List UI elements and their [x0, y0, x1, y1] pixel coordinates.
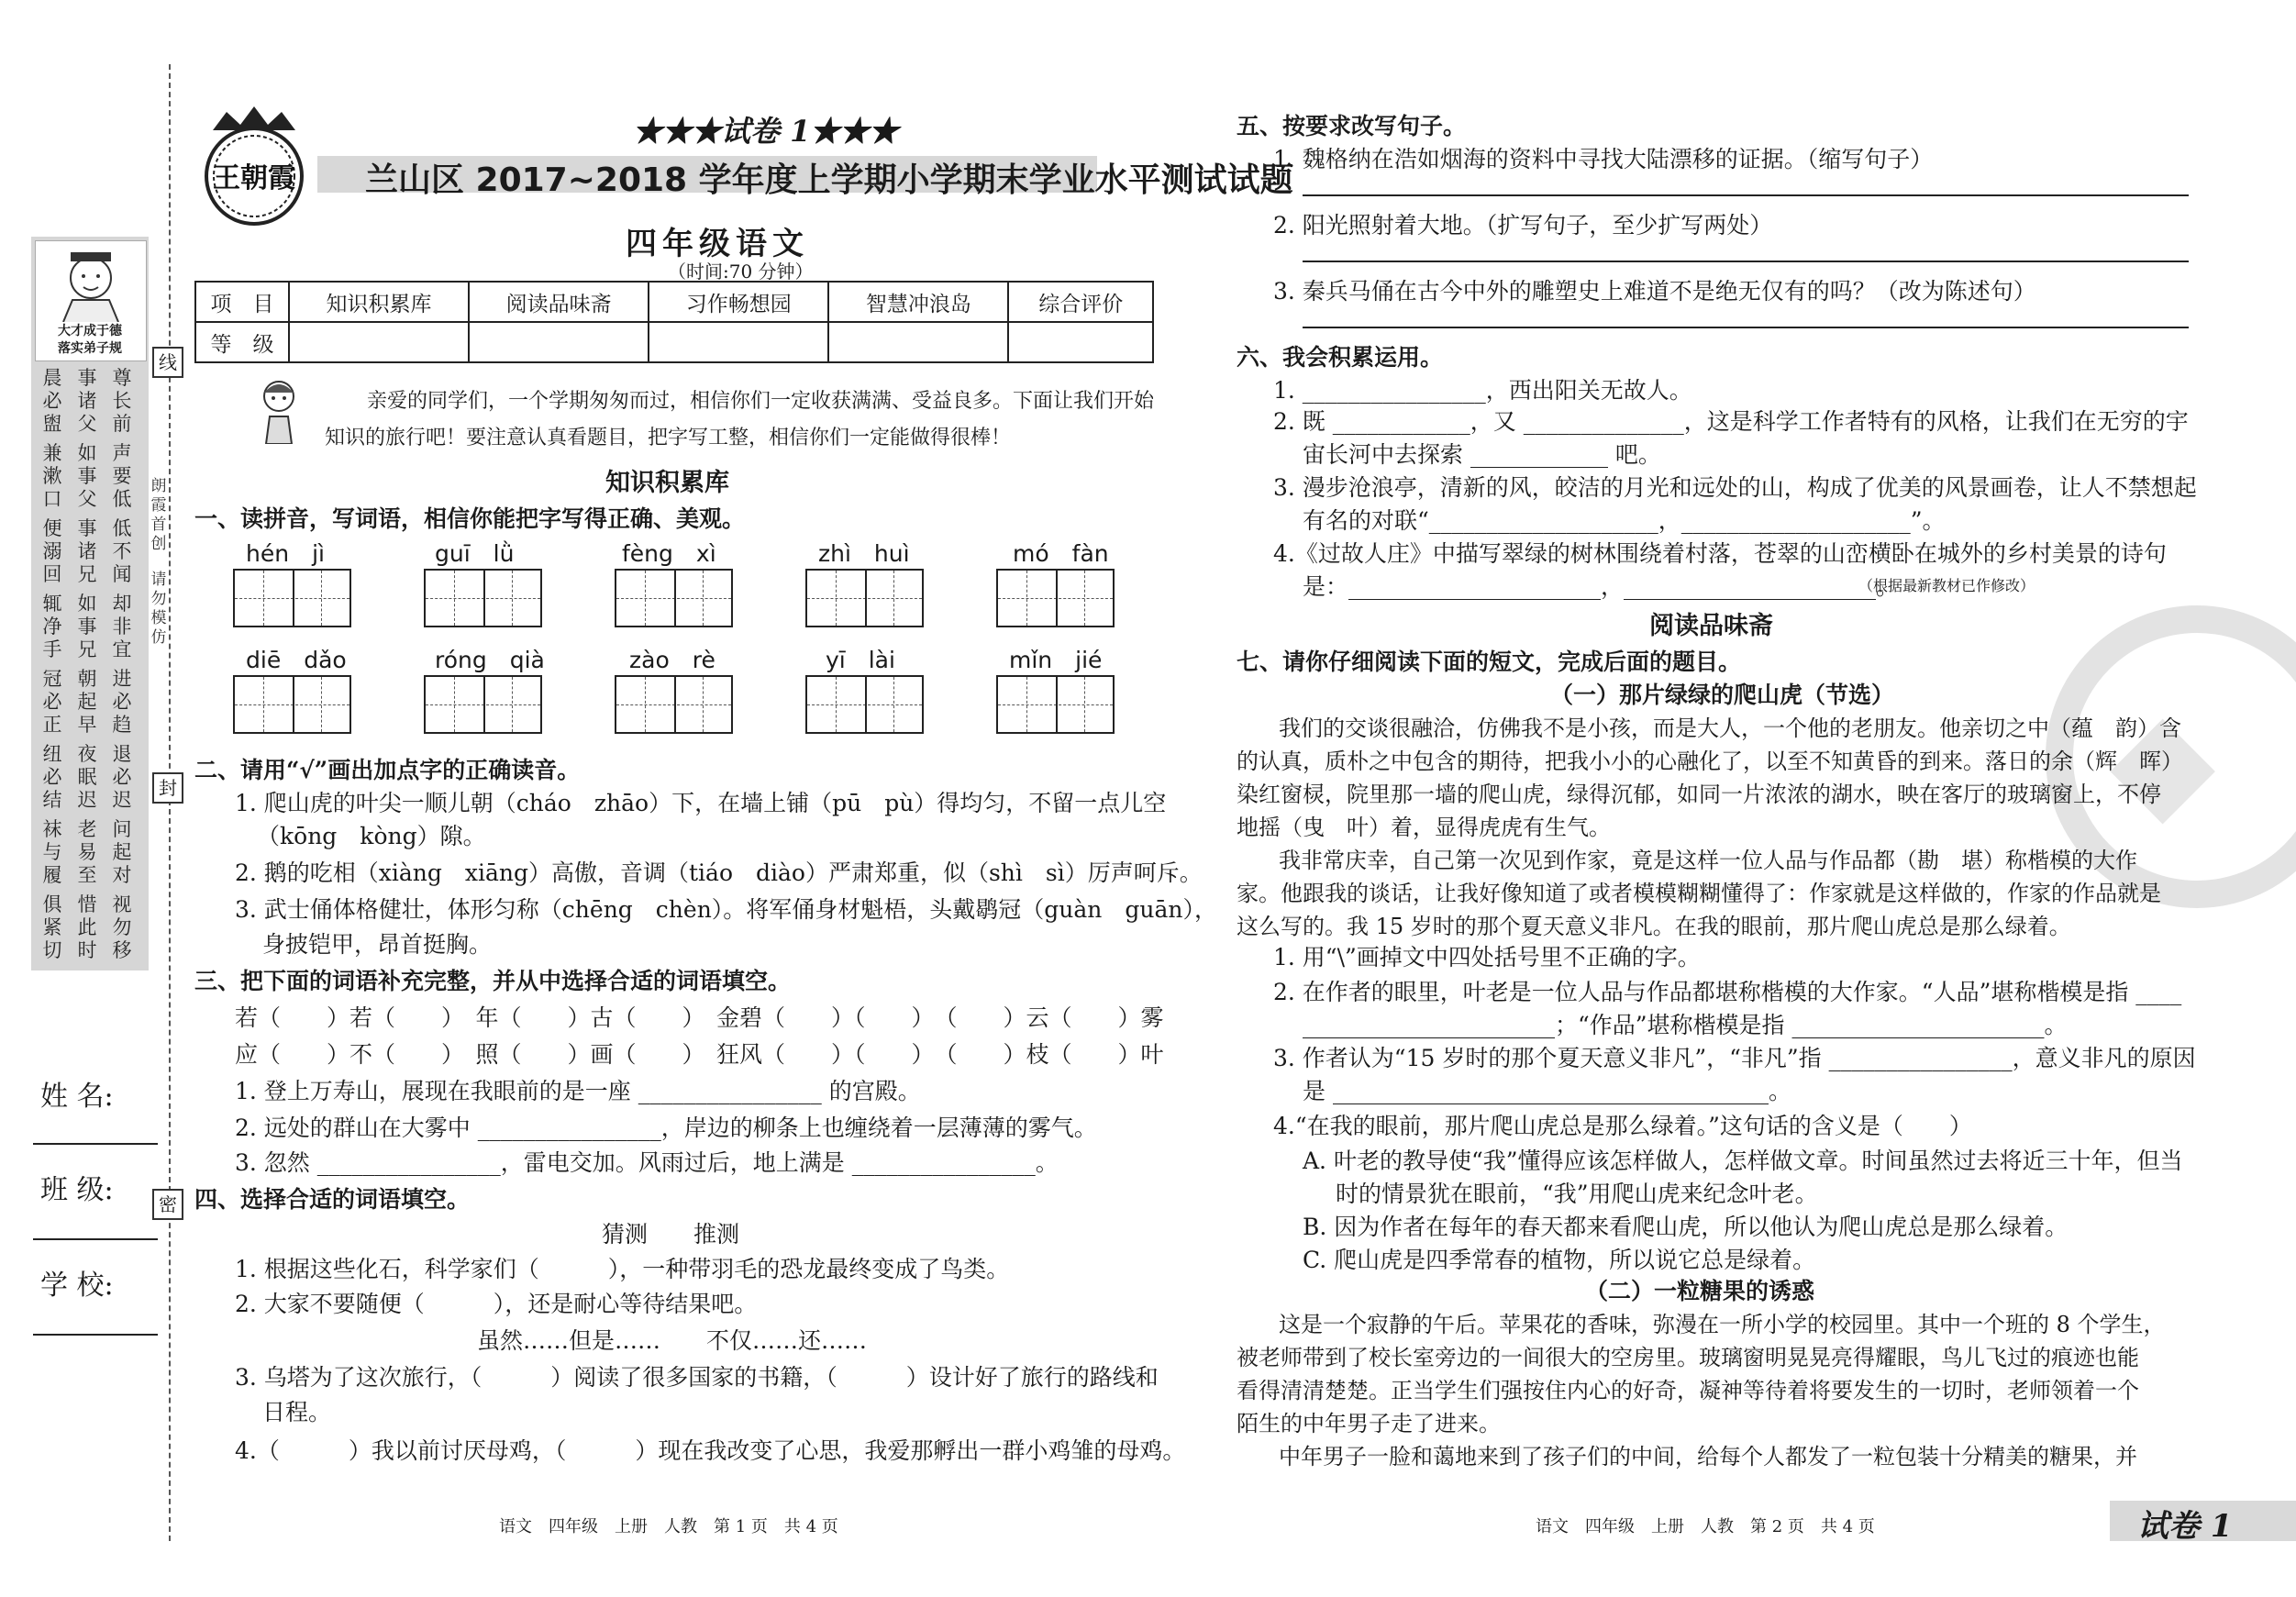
- pinyin-label: hén jì: [246, 540, 325, 567]
- passage-line: 这是一个寂静的午后。苹果花的香味，弥漫在一所小学的校园里。其中一个班的 8 个学生，: [1279, 1312, 2166, 1337]
- option-a: A. 叶老的教导使“我”懂得应该怎样做人，怎样做文章。时间虽然过去将近三十年，但当: [1303, 1148, 2183, 1174]
- motto-column: 尊长前: [112, 367, 132, 435]
- writing-grid[interactable]: [233, 675, 351, 734]
- question-line: 3. 乌塔为了这次旅行，（ ）阅读了很多国家的书籍，（ ）设计好了旅行的路线和: [235, 1364, 1159, 1391]
- question-line: 3. 忽然 ________________，雷电交加。风雨过后，地上满是 ________________。: [235, 1149, 1059, 1176]
- motto-column: 晨必盥: [42, 367, 62, 435]
- writing-grid[interactable]: [805, 569, 924, 627]
- seal-mark-seal: 封: [152, 772, 183, 804]
- score-input-cell[interactable]: [289, 322, 469, 362]
- word-choices: 虽然……但是…… 不仅……还……: [477, 1327, 868, 1354]
- motto-column: 视勿移: [112, 893, 132, 961]
- pinyin-label: zào rè: [629, 647, 715, 673]
- question-line: 日程。: [262, 1399, 332, 1425]
- idiom-row: 应（ ）不（ ） 照（ ）画（ ） 狂风（ ）（ ） （ ）枝（ ）叶: [235, 1041, 1164, 1068]
- pinyin-label: guī lǜ: [435, 540, 515, 567]
- score-header-cell: 智慧冲浪岛: [828, 282, 1008, 322]
- question-5-title: 五、按要求改写句子。: [1237, 113, 1467, 139]
- motto-column: 辄净手: [42, 593, 62, 660]
- motto-column: 如事兄: [77, 593, 97, 660]
- passage-2-title: （二）一粒糖果的诱惑: [1585, 1278, 1815, 1304]
- option-a-cont: 时的情景犹在眼前，“我”用爬山虎来纪念叶老。: [1336, 1181, 1818, 1207]
- motto-column: 低不闻: [112, 517, 132, 585]
- writing-grid[interactable]: [805, 675, 924, 734]
- option-c: C. 爬山虎是四季常春的植物，所以说它总是绿着。: [1303, 1247, 1816, 1273]
- motto-caption-line: 落实弟子规: [58, 341, 122, 356]
- motto-column: 惜此时: [77, 893, 97, 961]
- motto-column: 兼漱口: [42, 442, 62, 510]
- score-header-cell: 习作畅想园: [649, 282, 828, 322]
- intro-line: 亲爱的同学们，一个学期匆匆而过，相信你们一定收获满满、受益良多。下面让我们开始: [367, 390, 1155, 413]
- pinyin-label: mó fàn: [1013, 540, 1109, 567]
- question-line: 2. 大家不要随便（ ），还是耐心等待结果吧。: [235, 1291, 758, 1317]
- score-table-grade-row: [195, 322, 1153, 362]
- warning-text-2: 请勿模仿: [150, 571, 167, 647]
- passage-line: 被老师带到了校长室旁边的一间很大的空房里。玻璃窗明晃晃亮得耀眼，鸟儿飞过的痕迹也能: [1237, 1345, 2139, 1370]
- motto-column: 声要低: [112, 442, 132, 510]
- score-header-cell: 综合评价: [1008, 282, 1153, 322]
- question-line: ______________________；“作品”堪称楷模是指 ______________________。: [1303, 1012, 2068, 1038]
- writing-grid[interactable]: [424, 569, 542, 627]
- motto-column: 事诸兄: [77, 517, 97, 585]
- question-6-title: 六、我会积累运用。: [1237, 344, 1444, 371]
- name-label: 姓 名:: [40, 1081, 114, 1113]
- question-line: 4.《过故人庄》中描写翠绿的树林围绕着村落，苍翠的山峦横卧在城外的乡村美景的诗句: [1273, 540, 2167, 567]
- question-line: 3. 秦兵马俑在古今中外的雕塑史上难道不是绝无仅有的吗？（改为陈述句）: [1273, 278, 2036, 305]
- score-input-cell[interactable]: [828, 322, 1008, 362]
- passage-line: 我非常庆幸，自己第一次见到作家，竟是这样一位人品与作品都（勘 堪）称楷模的大作: [1279, 848, 2137, 873]
- question-line: 1. 登上万寿山，展现在我眼前的是一座 ________________ 的宫殿。: [235, 1078, 921, 1104]
- brand-logo: [194, 103, 314, 231]
- pinyin-label: mǐn jié: [1009, 647, 1103, 673]
- motto-column: 袜与履: [42, 818, 62, 886]
- score-input-cell[interactable]: [469, 322, 649, 362]
- question-line: 3. 漫步沧浪亭，清新的风，皎洁的月光和远处的山，构成了优美的风景画卷，让人不禁想起: [1273, 474, 2197, 501]
- exam-number: ★★★试卷 1★★★: [633, 114, 899, 149]
- question-line: 1. 爬山虎的叶尖一顺儿朝（cháo zhāo）下，在墙上铺（pū pù）得均匀，不留一点儿空: [235, 790, 1167, 816]
- class-field[interactable]: [33, 1238, 158, 1240]
- passage-line: 染红窗棂，院里那一墙的爬山虎，绿得沉郁，如同一片浓浓的湖水，映在客厅的玻璃窗上，不停: [1237, 782, 2161, 807]
- girl-mascot-icon: [253, 376, 305, 444]
- motto-column: 退必迟: [112, 743, 132, 811]
- writing-grid[interactable]: [996, 675, 1115, 734]
- question-line: 1. ________________，西出阳关无故人。: [1273, 377, 1692, 404]
- question-line: 2. 既 ____________，又 ______________，这是科学工作者特有的风格，让我们在无穷的宇: [1273, 408, 2189, 435]
- motto-column: 却非宜: [112, 593, 132, 660]
- page-footer-right: 语文 四年级 上册 人教 第 2 页 共 4 页: [1536, 1517, 1875, 1536]
- motto-caption: [33, 323, 147, 358]
- score-header-cell: 知识积累库: [289, 282, 469, 322]
- motto-column: 事诸父: [77, 367, 97, 435]
- passage-line: 家。他跟我的谈话，让我好像知道了或者模模糊糊懂得了：作家就是这样做的，作家的作品就是: [1237, 881, 2161, 906]
- writing-grid[interactable]: [996, 569, 1115, 627]
- score-header-cell: 阅读品味斋: [469, 282, 649, 322]
- question-line: 有名的对联“____________________，____________________”。: [1303, 507, 1946, 534]
- question-line: 4.“在我的眼前，那片爬山虎总是那么绿着。”这句话的含义是（ ）: [1273, 1113, 1972, 1139]
- question-line: 3. 武士俑体格健壮，体形匀称（chēng chèn）。将军俑身材魁梧，头戴鹖冠（guàn guān），: [235, 896, 1218, 923]
- question-line: （kōng kòng）隙。: [257, 823, 486, 849]
- answer-line[interactable]: [1303, 194, 2189, 196]
- passage-line: 陌生的中年男子走了进来。: [1237, 1411, 1501, 1436]
- idiom-row: 若（ ）若（ ） 年（ ）古（ ） 金碧（ ）（ ） （ ）云（ ）雾: [235, 1004, 1164, 1031]
- motto-column: 朝起早: [77, 668, 97, 736]
- passage-line: 的认真，质朴之中包含的期待，把我小小的心融化了，以至不知黄昏的到来。落日的余（辉 晖）: [1237, 749, 2183, 774]
- question-line: 宙长河中去探索 ____________ 吧。: [1303, 441, 1661, 468]
- question-line: 2. 远处的群山在大雾中 ________________，岸边的柳条上也缠绕着一层薄薄的雾气。: [235, 1115, 1097, 1141]
- pinyin-label: yī lài: [826, 647, 895, 673]
- name-field[interactable]: [33, 1143, 158, 1145]
- corner-exam-label: 试卷 1: [2137, 1508, 2233, 1545]
- page-footer-left: 语文 四年级 上册 人教 第 1 页 共 4 页: [499, 1517, 838, 1536]
- pinyin-label: fèng xì: [622, 540, 716, 567]
- writing-grid[interactable]: [233, 569, 351, 627]
- motto-column: 如事父: [77, 442, 97, 510]
- answer-line[interactable]: [1303, 327, 2189, 328]
- passage-1-title: （一）那片绿绿的爬山虎（节选）: [1550, 682, 1895, 708]
- exam-title: 兰山区 2017~2018 学年度上学期小学期末学业水平测试试题: [365, 161, 1293, 199]
- grade-subject-title: 四年级语文: [626, 226, 809, 262]
- writing-grid[interactable]: [424, 675, 542, 734]
- time-note: （时间:70 分钟）: [668, 261, 814, 283]
- question-line: 1. 用“\”画掉文中四处括号里不正确的字。: [1273, 944, 1701, 970]
- question-line: 是 ______________________________________。: [1303, 1078, 1791, 1104]
- intro-line: 知识的旅行吧！要注意认真看题目，把字写工整，相信你们一定能做得很棒！: [325, 427, 1012, 449]
- seal-mark-line: 线: [152, 347, 183, 378]
- motto-column: 俱紧切: [42, 893, 62, 961]
- passage-line: 我们的交谈很融洽，仿佛我不是小孩，而是大人，一个他的老朋友。他亲切之中（蕴 韵）含: [1279, 715, 2181, 741]
- pinyin-label: zhì huì: [818, 540, 910, 567]
- score-table-header-row: [195, 282, 1153, 322]
- motto-column: 夜眠迟: [77, 743, 97, 811]
- seal-mark-secret: 密: [152, 1189, 183, 1220]
- question-4-title: 四、选择合适的词语填空。: [194, 1186, 471, 1213]
- watermark-glyph: ◆: [2110, 679, 2216, 840]
- motto-column: 老易至: [77, 818, 97, 886]
- word-choices: 猜测 推测: [602, 1221, 740, 1248]
- pinyin-label: diē dǎo: [246, 647, 347, 673]
- motto-column: 纽必结: [42, 743, 62, 811]
- class-label: 班 级:: [40, 1174, 114, 1206]
- warning-text-1: 朗霞首创: [150, 477, 167, 553]
- motto-column: 问起对: [112, 818, 132, 886]
- option-b: B. 因为作者在每年的春天都来看爬山虎，所以他认为爬山虎总是那么绿着。: [1303, 1214, 2069, 1240]
- question-line: 是：______________________，______________________。: [1303, 573, 1900, 600]
- edit-note: （根据最新教材已作修改）: [1858, 577, 2035, 594]
- passage-line: 这么写的。我 15 岁时的那个夏天意义非凡。在我的眼前，那片爬山虎总是那么绿着。: [1237, 914, 2071, 939]
- score-input-cell[interactable]: [649, 322, 828, 362]
- motto-column: 进必趋: [112, 668, 132, 736]
- question-line: 3. 作者认为“15 岁时的那个夏天意义非凡”，“非凡”指 ________________，意义非凡的原因: [1273, 1045, 2196, 1071]
- writing-grid[interactable]: [615, 569, 733, 627]
- pinyin-label: róng qià: [435, 647, 545, 673]
- question-line: 身披铠甲，昂首挺胸。: [262, 931, 493, 958]
- question-7-title: 七、请你仔细阅读下面的短文，完成后面的题目。: [1237, 649, 1742, 675]
- passage-line: 看得清清楚楚。正当学生们强按住内心的好奇，凝神等待着将要发生的一切时，老师领着一个: [1237, 1378, 2139, 1403]
- section-title-knowledge: 知识积累库: [605, 469, 729, 497]
- school-field[interactable]: [33, 1334, 158, 1336]
- question-2-title: 二、请用“√”画出加点字的正确读音。: [194, 757, 581, 783]
- answer-line[interactable]: [1303, 261, 2189, 262]
- motto-column: 冠必正: [42, 668, 62, 736]
- writing-grid[interactable]: [615, 675, 733, 734]
- score-table: [194, 281, 1154, 363]
- question-line: 1. 魏格纳在浩如烟海的资料中寻找大陆漂移的证据。（缩写句子）: [1273, 146, 1934, 172]
- question-line: 2. 在作者的眼里，叶老是一位人品与作品都堪称楷模的大作家。“人品”堪称楷模是指 ____: [1273, 979, 2182, 1005]
- question-line: 2. 鹅的吃相（xiàng xiāng）高傲，音调（tiáo diào）严肃郑重，似（shì sì）厉声呵斥。: [235, 859, 1203, 886]
- motto-column: 便溺回: [42, 517, 62, 585]
- score-input-cell[interactable]: [1008, 322, 1153, 362]
- question-line: 2. 阳光照射着大地。（扩写句子，至少扩写两处）: [1273, 212, 1773, 238]
- motto-caption-line: 大才成于德: [58, 324, 122, 338]
- section-title-reading: 阅读品味斋: [1649, 612, 1773, 640]
- passage-line: 中年男子一脸和蔼地来到了孩子们的中间，给每个人都发了一粒包装十分精美的糖果，并: [1279, 1444, 2137, 1469]
- svg-text:王朝霞: 王朝霞: [213, 162, 295, 194]
- question-1-title: 一、读拼音，写词语，相信你能把字写得正确、美观。: [194, 505, 746, 532]
- question-line: 1. 根据这些化石，科学家们（ ），一种带羽毛的恐龙最终变成了鸟类。: [235, 1256, 1010, 1282]
- question-3-title: 三、把下面的词语补充完整，并从中选择合适的词语填空。: [194, 968, 792, 994]
- score-row-label: 等 级: [195, 322, 289, 362]
- school-label: 学 校:: [40, 1270, 114, 1302]
- score-header-cell: 项 目: [195, 282, 289, 322]
- question-line: 4.（ ）我以前讨厌母鸡，（ ）现在我改变了心思，我爱那孵出一群小鸡雏的母鸡。: [235, 1437, 1186, 1464]
- passage-line: 地摇（曳 叶）着，显得虎虎有生气。: [1237, 815, 1611, 840]
